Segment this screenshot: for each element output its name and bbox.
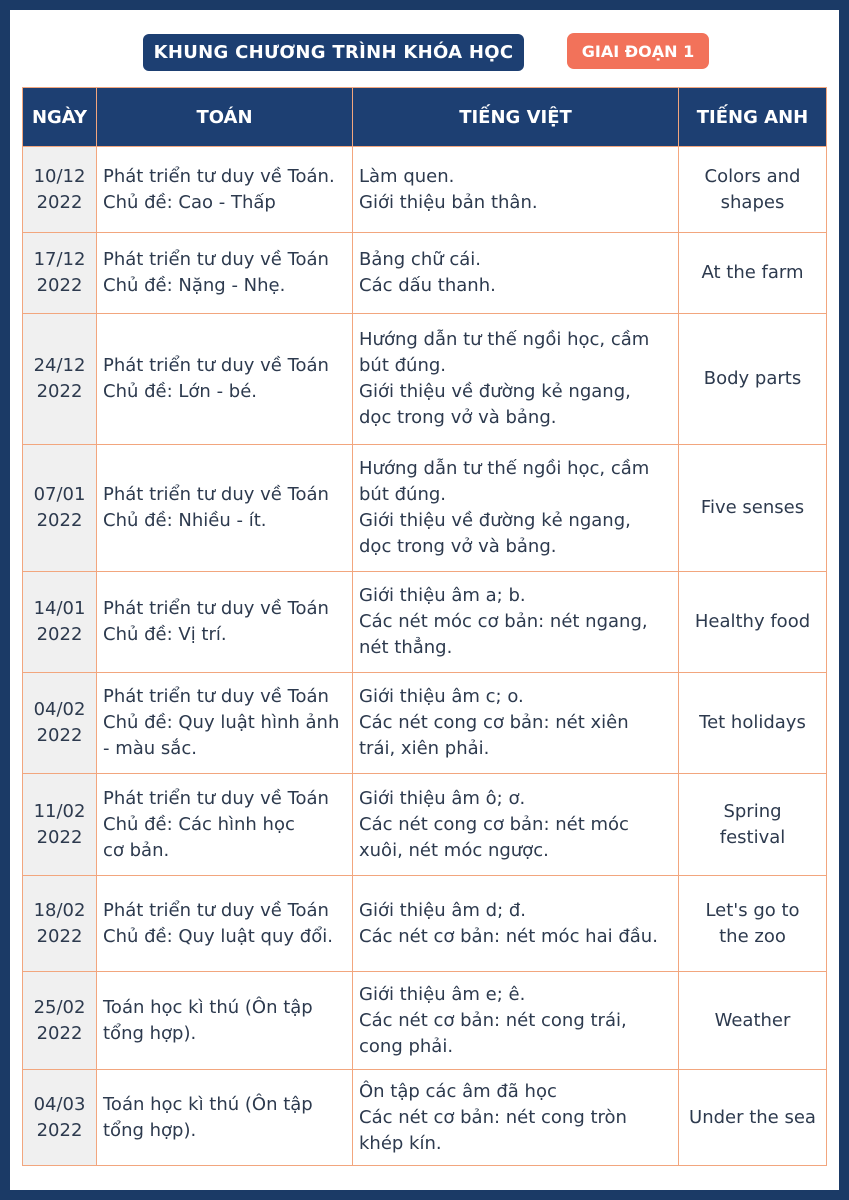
table-row — [23, 147, 827, 233]
math-cell-line: Toán học kì thú (Ôn tập — [103, 996, 313, 1018]
math-cell — [97, 147, 353, 233]
math-cell-line: Phát triển tư duy về Toán — [103, 598, 329, 619]
header-row — [23, 88, 827, 147]
date-cell — [23, 673, 97, 774]
vietnamese-cell-line: bút đúng. — [359, 355, 447, 376]
vietnamese-cell-line: dọc trong vở và bảng. — [359, 536, 557, 557]
english-cell-line: At the farm — [701, 262, 804, 283]
table-row — [23, 673, 827, 774]
vietnamese-cell-line: Các nét cơ bản: nét cong tròn — [359, 1106, 627, 1128]
table-row — [23, 1070, 827, 1166]
date-cell-line: 18/02 — [33, 899, 86, 921]
header-vietnamese: TIẾNG VIỆT — [353, 88, 679, 147]
date-cell-line: 24/12 — [33, 355, 86, 376]
table-row — [23, 876, 827, 972]
date-cell-line: 2022 — [36, 275, 83, 296]
curriculum-table — [22, 87, 827, 1166]
date-cell-line: 2022 — [36, 381, 83, 402]
date-cell-line: 07/01 — [33, 484, 86, 505]
vietnamese-cell-line: Các nét cong cơ bản: nét xiên — [359, 712, 629, 733]
vietnamese-cell-line: Giới thiệu âm c; o. — [359, 686, 524, 707]
english-cell-line: Colors and — [704, 165, 801, 187]
date-cell — [23, 445, 97, 572]
math-cell — [97, 673, 353, 774]
date-cell — [23, 314, 97, 445]
math-cell-line: Chủ đề: Lớn - bé. — [103, 381, 258, 402]
date-cell-line: 2022 — [36, 191, 83, 213]
vietnamese-cell-line: Làm quen. — [359, 165, 455, 187]
vietnamese-cell-line: Các nét cong cơ bản: nét móc — [359, 813, 629, 835]
date-cell-line: 2022 — [36, 725, 83, 746]
math-cell-line: tổng hợp). — [103, 1022, 197, 1044]
vietnamese-cell-line: Các nét cơ bản: nét cong trái, — [359, 1009, 627, 1031]
english-cell — [679, 233, 827, 314]
vietnamese-cell-line: Hướng dẫn tư thế ngồi học, cầm — [359, 458, 650, 479]
math-cell-line: Phát triển tư duy về Toán — [103, 899, 329, 921]
date-cell-line: 25/02 — [33, 996, 86, 1018]
vietnamese-cell-line: bút đúng. — [359, 484, 447, 505]
math-cell — [97, 572, 353, 673]
english-cell-line: Body parts — [703, 368, 802, 389]
vietnamese-cell-line: Giới thiệu về đường kẻ ngang, — [359, 381, 631, 402]
math-cell-line: Chủ đề: Quy luật quy đổi. — [103, 925, 333, 947]
vietnamese-cell-line: Ôn tập các âm đã học — [359, 1080, 557, 1102]
vietnamese-cell-line: Các nét cơ bản: nét móc hai đầu. — [359, 925, 658, 947]
vietnamese-cell-line: Giới thiệu âm ô; ơ. — [359, 787, 526, 809]
vietnamese-cell-line: Các nét móc cơ bản: nét ngang, — [359, 611, 648, 632]
table-row — [23, 972, 827, 1070]
vietnamese-cell-line: Giới thiệu âm d; đ. — [359, 899, 527, 921]
english-cell-line: Under the sea — [689, 1106, 816, 1128]
date-cell-line: 17/12 — [33, 249, 86, 270]
date-cell — [23, 147, 97, 233]
math-cell — [97, 445, 353, 572]
date-cell-line: 2022 — [36, 826, 83, 848]
math-cell — [97, 314, 353, 445]
english-cell — [679, 673, 827, 774]
vietnamese-cell — [353, 673, 679, 774]
date-cell-line: 10/12 — [33, 165, 86, 187]
vietnamese-cell-line: Hướng dẫn tư thế ngồi học, cầm — [359, 329, 650, 350]
table-row — [23, 233, 827, 314]
math-cell — [97, 1070, 353, 1166]
english-cell — [679, 876, 827, 972]
date-cell — [23, 972, 97, 1070]
math-cell-line: Phát triển tư duy về Toán — [103, 249, 329, 270]
english-cell-line: Healthy food — [694, 611, 811, 632]
vietnamese-cell — [353, 233, 679, 314]
english-cell — [679, 572, 827, 673]
vietnamese-cell-line: Giới thiệu bản thân. — [359, 191, 538, 213]
english-cell-line: Let's go to — [705, 899, 800, 921]
vietnamese-cell-line: cong phải. — [359, 1035, 454, 1057]
english-cell — [679, 1070, 827, 1166]
phase-badge: GIAI ĐOẠN 1 — [567, 33, 709, 69]
vietnamese-cell — [353, 774, 679, 876]
math-cell-line: Phát triển tư duy về Toán — [103, 484, 329, 505]
math-cell-line: Chủ đề: Nhiều - ít. — [103, 510, 267, 531]
vietnamese-cell — [353, 314, 679, 445]
header-math: TOÁN — [97, 88, 353, 147]
english-cell — [679, 445, 827, 572]
date-cell-line: 2022 — [36, 1022, 83, 1044]
english-cell — [679, 147, 827, 233]
math-cell-line: Toán học kì thú (Ôn tập — [103, 1093, 313, 1115]
vietnamese-cell — [353, 572, 679, 673]
vietnamese-cell-line: Giới thiệu về đường kẻ ngang, — [359, 510, 631, 531]
math-cell-line: Phát triển tư duy về Toán — [103, 787, 329, 809]
date-cell-line: 04/02 — [33, 699, 86, 720]
date-cell — [23, 233, 97, 314]
vietnamese-cell-line: Giới thiệu âm a; b. — [359, 585, 526, 606]
date-cell-line: 2022 — [36, 624, 83, 645]
header-date: NGÀY — [23, 88, 97, 147]
date-cell-line: 11/02 — [33, 800, 86, 822]
math-cell-line: Chủ đề: Nặng - Nhẹ. — [103, 275, 286, 296]
math-cell-line: Phát triển tư duy về Toán — [103, 355, 329, 376]
date-cell-line: 04/03 — [33, 1093, 86, 1115]
vietnamese-cell-line: trái, xiên phải. — [359, 738, 490, 759]
date-cell-line: 14/01 — [33, 598, 86, 619]
vietnamese-cell — [353, 972, 679, 1070]
english-cell — [679, 972, 827, 1070]
vietnamese-cell-line: xuôi, nét móc ngược. — [359, 839, 549, 861]
english-cell — [679, 314, 827, 445]
table-row — [23, 445, 827, 572]
date-cell — [23, 1070, 97, 1166]
vietnamese-cell — [353, 1070, 679, 1166]
math-cell-line: Phát triển tư duy về Toán — [103, 686, 329, 707]
math-cell — [97, 972, 353, 1070]
vietnamese-cell-line: khép kín. — [359, 1132, 442, 1154]
header-english: TIẾNG ANH — [679, 88, 827, 147]
english-cell-line: festival — [719, 826, 786, 848]
date-cell-line: 2022 — [36, 510, 83, 531]
table-row — [23, 314, 827, 445]
vietnamese-cell-line: dọc trong vở và bảng. — [359, 407, 557, 428]
date-cell-line: 2022 — [36, 925, 83, 947]
math-cell-line: tổng hợp). — [103, 1119, 197, 1141]
table-row — [23, 774, 827, 876]
english-cell-line: Tet holidays — [699, 712, 806, 733]
math-cell — [97, 233, 353, 314]
math-cell-line: Chủ đề: Vị trí. — [103, 624, 227, 645]
table-row — [23, 572, 827, 673]
page-title: KHUNG CHƯƠNG TRÌNH KHÓA HỌC — [143, 34, 524, 71]
math-cell-line: cơ bản. — [103, 839, 170, 861]
english-cell-line: Weather — [714, 1009, 791, 1031]
math-cell-line: - màu sắc. — [103, 738, 197, 759]
math-cell-line: Chủ đề: Cao - Thấp — [103, 191, 276, 213]
english-cell-line: Five senses — [700, 497, 805, 518]
vietnamese-cell-line: Các dấu thanh. — [359, 275, 496, 296]
vietnamese-cell-line: Giới thiệu âm e; ê. — [359, 983, 526, 1005]
english-cell-line: Spring — [723, 800, 782, 822]
vietnamese-cell — [353, 147, 679, 233]
math-cell-line: Chủ đề: Quy luật hình ảnh — [103, 712, 340, 733]
math-cell — [97, 774, 353, 876]
vietnamese-cell-line: nét thẳng. — [359, 637, 453, 658]
vietnamese-cell — [353, 445, 679, 572]
date-cell — [23, 774, 97, 876]
date-cell — [23, 876, 97, 972]
vietnamese-cell-line: Bảng chữ cái. — [359, 249, 482, 270]
english-cell-line: shapes — [720, 191, 785, 213]
math-cell — [97, 876, 353, 972]
date-cell — [23, 572, 97, 673]
english-cell-line: the zoo — [719, 925, 786, 947]
math-cell-line: Phát triển tư duy về Toán. — [103, 165, 335, 187]
english-cell — [679, 774, 827, 876]
vietnamese-cell — [353, 876, 679, 972]
date-cell-line: 2022 — [36, 1119, 83, 1141]
math-cell-line: Chủ đề: Các hình học — [103, 813, 295, 835]
